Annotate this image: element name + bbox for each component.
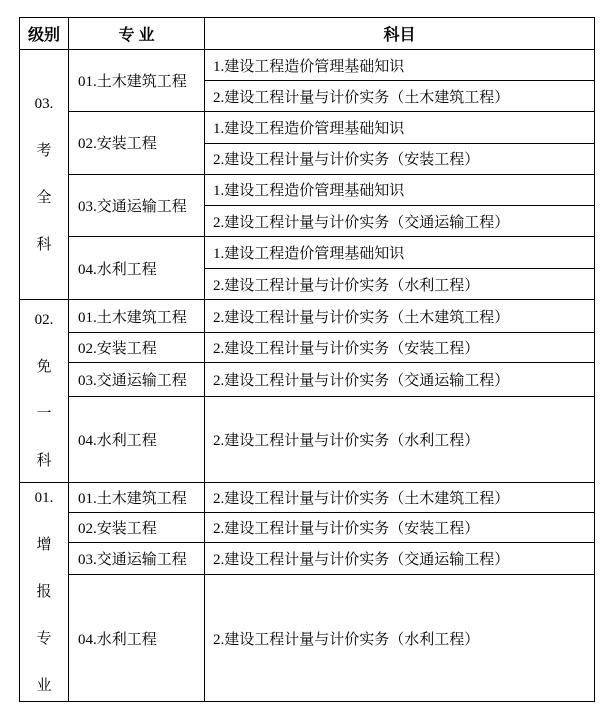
level-line: 科 xyxy=(36,236,52,253)
exam-subjects-table xyxy=(19,17,595,702)
subject-cell: 2.建设工程计量与计价实务（水利工程） xyxy=(205,575,595,702)
col-header-major: 专 业 xyxy=(69,18,205,50)
major-cell-transport: 03.交通运输工程 xyxy=(69,363,205,397)
table-row xyxy=(20,513,595,543)
level-line: 02. xyxy=(34,312,54,328)
level-label xyxy=(20,301,68,482)
major-cell-installation: 02.安装工程 xyxy=(69,513,205,543)
subject-cell: 2.建设工程计量与计价实务（交通运输工程） xyxy=(205,543,595,575)
table-row xyxy=(20,112,595,144)
table-row xyxy=(20,333,595,363)
subject-cell: 2.建设工程计量与计价实务（交通运输工程） xyxy=(205,206,595,237)
level-line: 03. xyxy=(34,95,54,112)
major-cell-civil: 01.土木建筑工程 xyxy=(69,483,205,513)
level-label xyxy=(20,484,68,701)
level-line: 全 xyxy=(36,189,52,206)
level-line: 01. xyxy=(34,489,54,506)
level-line: 专 xyxy=(36,630,52,647)
table-row xyxy=(20,543,595,575)
level-label xyxy=(20,50,68,299)
major-cell-installation: 02.安装工程 xyxy=(69,112,205,175)
level-cell-01-additional-major xyxy=(20,483,69,702)
subject-cell: 1.建设工程造价管理基础知识 xyxy=(205,112,595,144)
subject-cell: 2.建设工程计量与计价实务（水利工程） xyxy=(205,269,595,300)
table-row xyxy=(20,575,595,702)
level-cell-03-full-exam xyxy=(20,50,69,300)
subject-cell: 1.建设工程造价管理基础知识 xyxy=(205,237,595,269)
col-header-subject: 科目 xyxy=(205,18,595,50)
table-row xyxy=(20,397,595,483)
table-row xyxy=(20,50,595,81)
level-cell-02-exempt-one xyxy=(20,300,69,483)
level-line: 增 xyxy=(36,536,52,553)
level-line: 考 xyxy=(36,142,52,159)
header-row xyxy=(20,18,595,50)
level-line: 一 xyxy=(36,406,52,422)
subject-cell: 2.建设工程计量与计价实务（安装工程） xyxy=(205,143,595,174)
major-cell-transport: 03.交通运输工程 xyxy=(69,174,205,237)
level-line: 报 xyxy=(36,583,52,600)
table-row xyxy=(20,363,595,397)
major-cell-water: 04.水利工程 xyxy=(69,237,205,300)
subject-cell: 2.建设工程计量与计价实务（安装工程） xyxy=(205,333,595,363)
major-cell-civil: 01.土木建筑工程 xyxy=(69,300,205,333)
major-cell-water: 04.水利工程 xyxy=(69,575,205,702)
table-row xyxy=(20,300,595,333)
subject-cell: 1.建设工程造价管理基础知识 xyxy=(205,174,595,206)
subject-cell: 2.建设工程计量与计价实务（土木建筑工程） xyxy=(205,81,595,112)
subject-cell: 1.建设工程造价管理基础知识 xyxy=(205,50,595,81)
major-cell-installation: 02.安装工程 xyxy=(69,333,205,363)
level-line: 科 xyxy=(36,453,52,469)
level-line: 免 xyxy=(36,359,52,375)
major-cell-water: 04.水利工程 xyxy=(69,397,205,483)
subject-cell: 2.建设工程计量与计价实务（土木建筑工程） xyxy=(205,300,595,333)
col-header-level: 级别 xyxy=(20,18,69,50)
subject-cell: 2.建设工程计量与计价实务（交通运输工程） xyxy=(205,363,595,397)
table-row xyxy=(20,237,595,269)
table-row xyxy=(20,483,595,513)
subject-cell: 2.建设工程计量与计价实务（土木建筑工程） xyxy=(205,483,595,513)
major-cell-civil: 01.土木建筑工程 xyxy=(69,50,205,112)
major-cell-transport: 03.交通运输工程 xyxy=(69,543,205,575)
table-row xyxy=(20,174,595,206)
subject-cell: 2.建设工程计量与计价实务（安装工程） xyxy=(205,513,595,543)
subject-cell: 2.建设工程计量与计价实务（水利工程） xyxy=(205,397,595,483)
level-line: 业 xyxy=(36,677,52,694)
